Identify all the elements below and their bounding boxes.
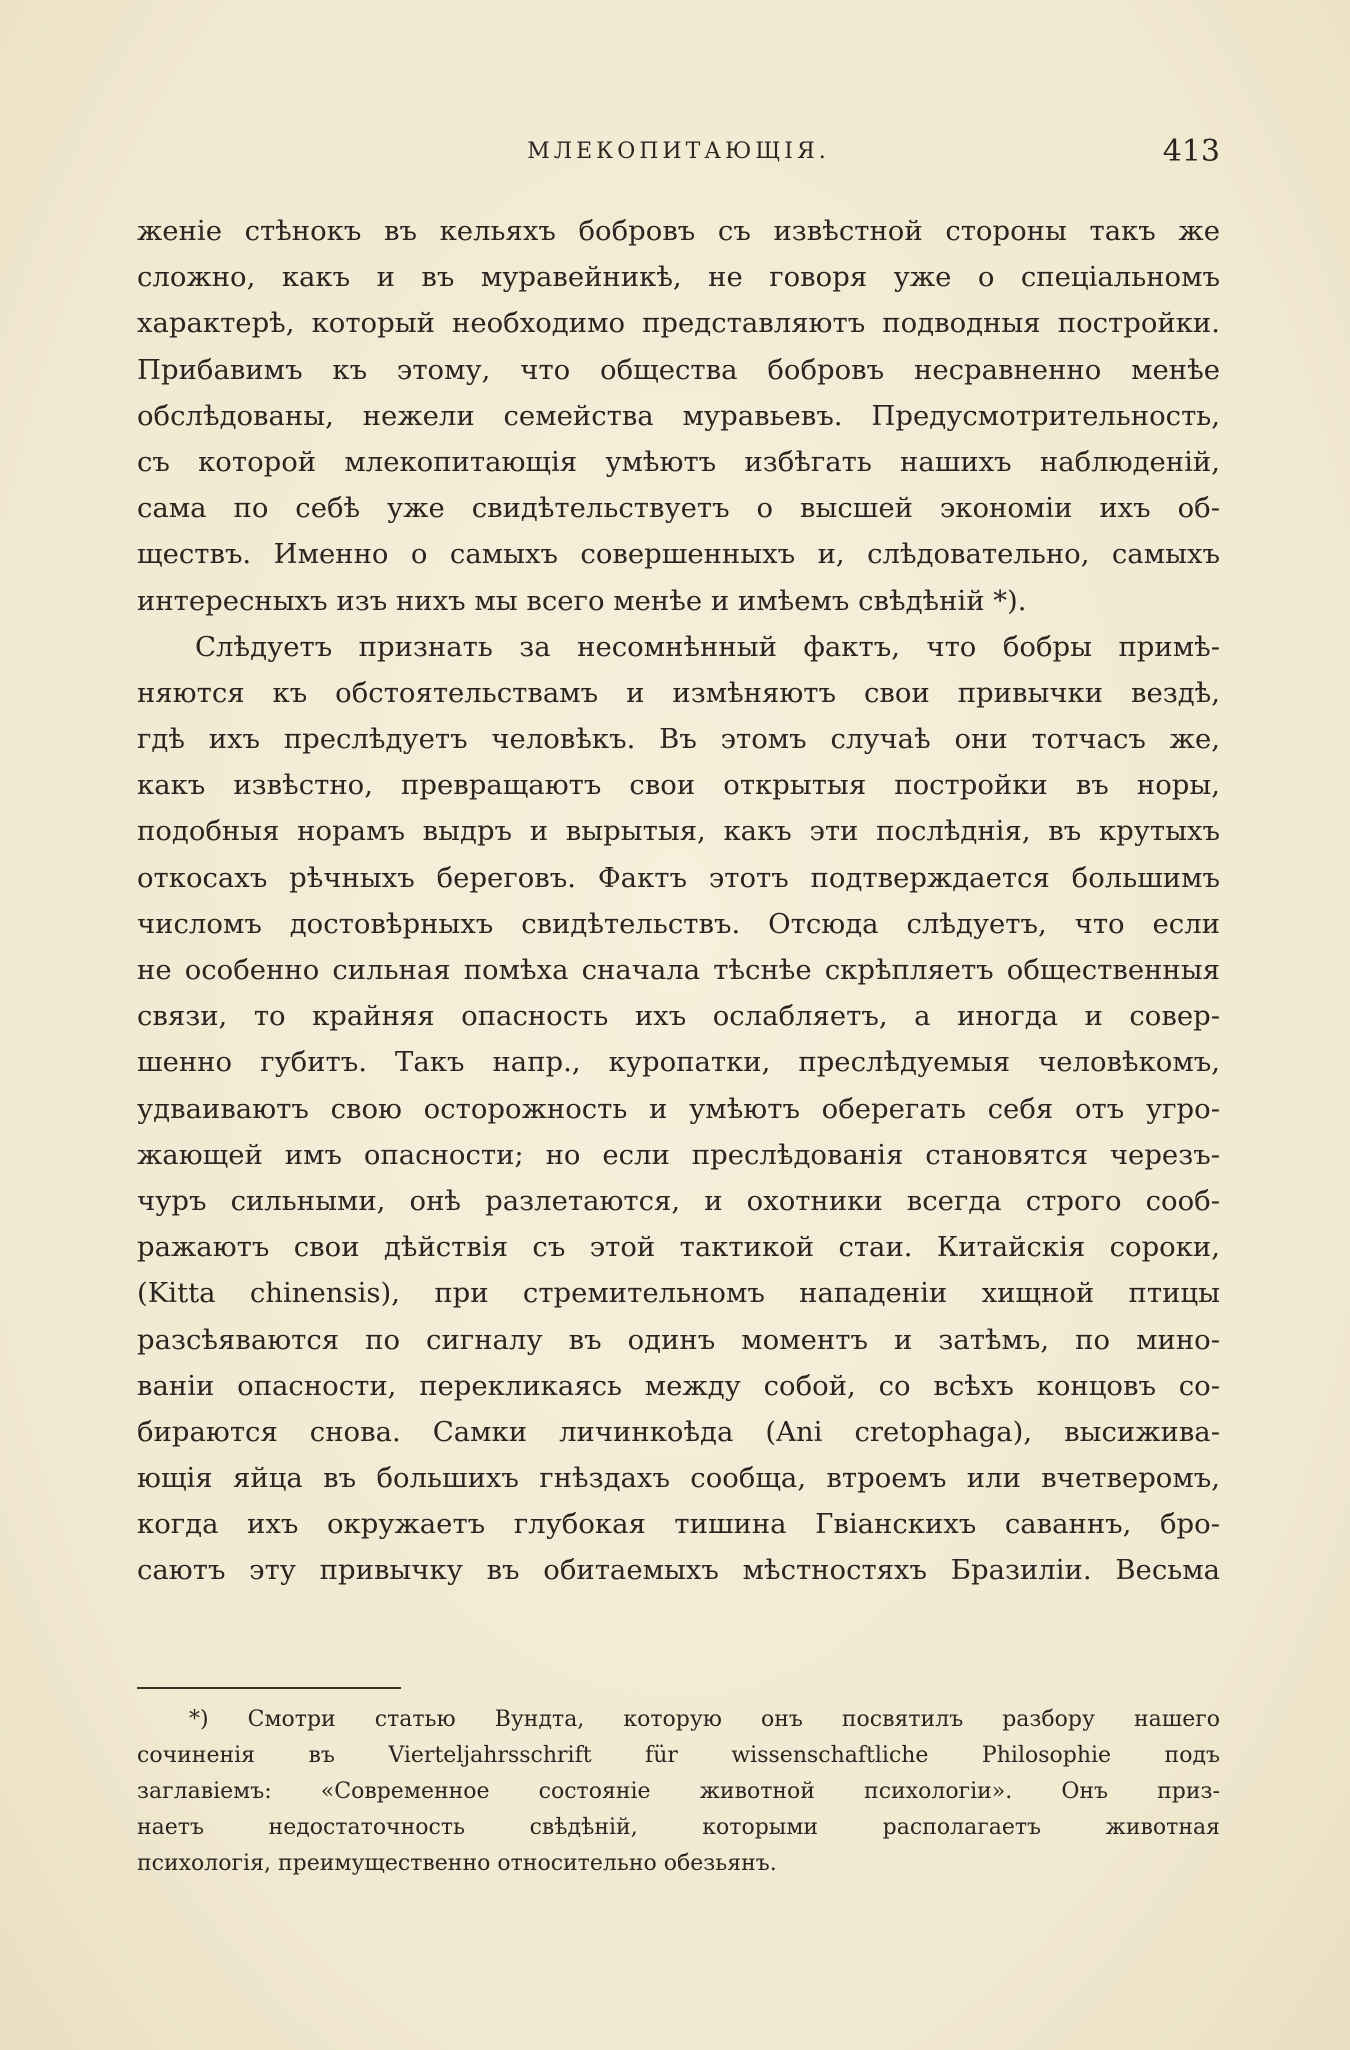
text-line: подобныя норамъ выдръ и вырытыя, какъ эти послѣднія, въ крутыхъ	[137, 815, 1220, 848]
text-line: съ которой млекопитающія умѣютъ избѣгать нашихъ наблюденій,	[137, 445, 1220, 478]
text-line: жающей имъ опасности; но если преслѣдованія становятся черезъ-	[137, 1138, 1220, 1171]
text-line: саютъ эту привычку въ обитаемыхъ мѣстностяхъ Бразиліи. Весьма	[137, 1554, 1220, 1587]
text-line: шенно губитъ. Такъ напр., куропатки, преслѣдуемыя человѣкомъ,	[137, 1046, 1220, 1079]
text-line: какъ извѣстно, превращаютъ свои открытыя постройки въ норы,	[137, 769, 1220, 802]
text-line: женіе стѣнокъ въ кельяхъ бобровъ съ извѣстной стороны такъ же	[137, 215, 1220, 247]
footnote-line: психологія, преимущественно относительно обезьянъ.	[137, 1851, 777, 1876]
text-line: няются къ обстоятельствамъ и измѣняютъ свои привычки вездѣ,	[137, 676, 1220, 709]
text-line: гдѣ ихъ преслѣдуетъ человѣкъ. Въ этомъ случаѣ они тотчасъ же,	[137, 723, 1220, 756]
text-line: откосахъ рѣчныхъ береговъ. Фактъ этотъ подтверждается большимъ	[137, 861, 1220, 894]
text-line: Прибавимъ къ этому, что общества бобровъ несравненно менѣе	[137, 353, 1220, 386]
footnote-line: наетъ недостаточность свѣдѣній, которыми располагаетъ животная	[137, 1815, 1220, 1840]
text-line: разсѣяваются по сигналу въ одинъ моментъ и затѣмъ, по мино-	[137, 1323, 1220, 1356]
text-line: ющія яйца въ большихъ гнѣздахъ сообща, втроемъ или вчетверомъ,	[137, 1462, 1220, 1495]
text-line: связи, то крайняя опасность ихъ ослабляетъ, а иногда и совер-	[137, 1000, 1220, 1033]
page-number: 413	[1162, 134, 1220, 169]
footnote	[137, 1702, 1220, 1882]
text-line: чуръ сильными, онѣ разлетаются, и охотники всегда строго сооб-	[137, 1184, 1220, 1217]
text-line: ваніи опасности, перекликаясь между собой, со всѣхъ концовъ со-	[137, 1369, 1220, 1402]
text-line: сложно, какъ и въ муравейникѣ, не говоря уже о спеціальномъ	[137, 261, 1220, 294]
running-title: МЛЕКОПИТАЮЩІЯ.	[527, 139, 830, 164]
footnote-line: заглавіемъ: «Современное состояніе животной психологіи». Онъ приз-	[137, 1779, 1220, 1804]
text-line: не особенно сильная помѣха сначала тѣснѣе скрѣпляетъ общественныя	[137, 954, 1220, 986]
text-line: Слѣдуетъ признать за несомнѣнный фактъ, что бобры примѣ-	[195, 630, 1220, 663]
footnote-line: сочиненія въ Vierteljahrsschrift für wissenschaftliche Philosophie подъ	[137, 1743, 1220, 1768]
text-line: удваиваютъ свою осторожность и умѣютъ оберегать себя отъ угро-	[137, 1092, 1220, 1125]
text-line: когда ихъ окружаетъ глубокая тишина Гвіанскихъ саваннъ, бро-	[137, 1508, 1220, 1541]
text-line: интересныхъ изъ нихъ мы всего менѣе и имѣемъ свѣдѣній *).	[137, 584, 1027, 617]
text-line: (Kitta chinensis), при стремительномъ нападеніи хищной птицы	[137, 1277, 1220, 1310]
text-line: числомъ достовѣрныхъ свидѣтельствъ. Отсюда слѣдуетъ, что если	[137, 907, 1220, 940]
footnote-line: *) Смотри статью Вундта, которую онъ посвятилъ разбору нашего	[189, 1707, 1220, 1732]
text-line: ществъ. Именно о самыхъ совершенныхъ и, слѣдовательно, самыхъ	[137, 538, 1220, 571]
text-line: обслѣдованы, нежели семейства муравьевъ. Предусмотрительность,	[137, 399, 1220, 432]
text-line: ражаютъ свои дѣйствія съ этой тактикой стаи. Китайскія сороки,	[137, 1231, 1220, 1264]
body-text	[137, 208, 1220, 1594]
text-line: сама по себѣ уже свидѣтельствуетъ о высшей экономіи ихъ об-	[137, 492, 1220, 525]
text-line: бираются снова. Самки личинкоѣда (Ani cretophaga), высижива-	[137, 1415, 1220, 1448]
footnote-rule	[137, 1687, 401, 1689]
text-line: характерѣ, который необходимо представляютъ подводныя постройки.	[137, 307, 1220, 340]
running-head	[137, 132, 1220, 172]
